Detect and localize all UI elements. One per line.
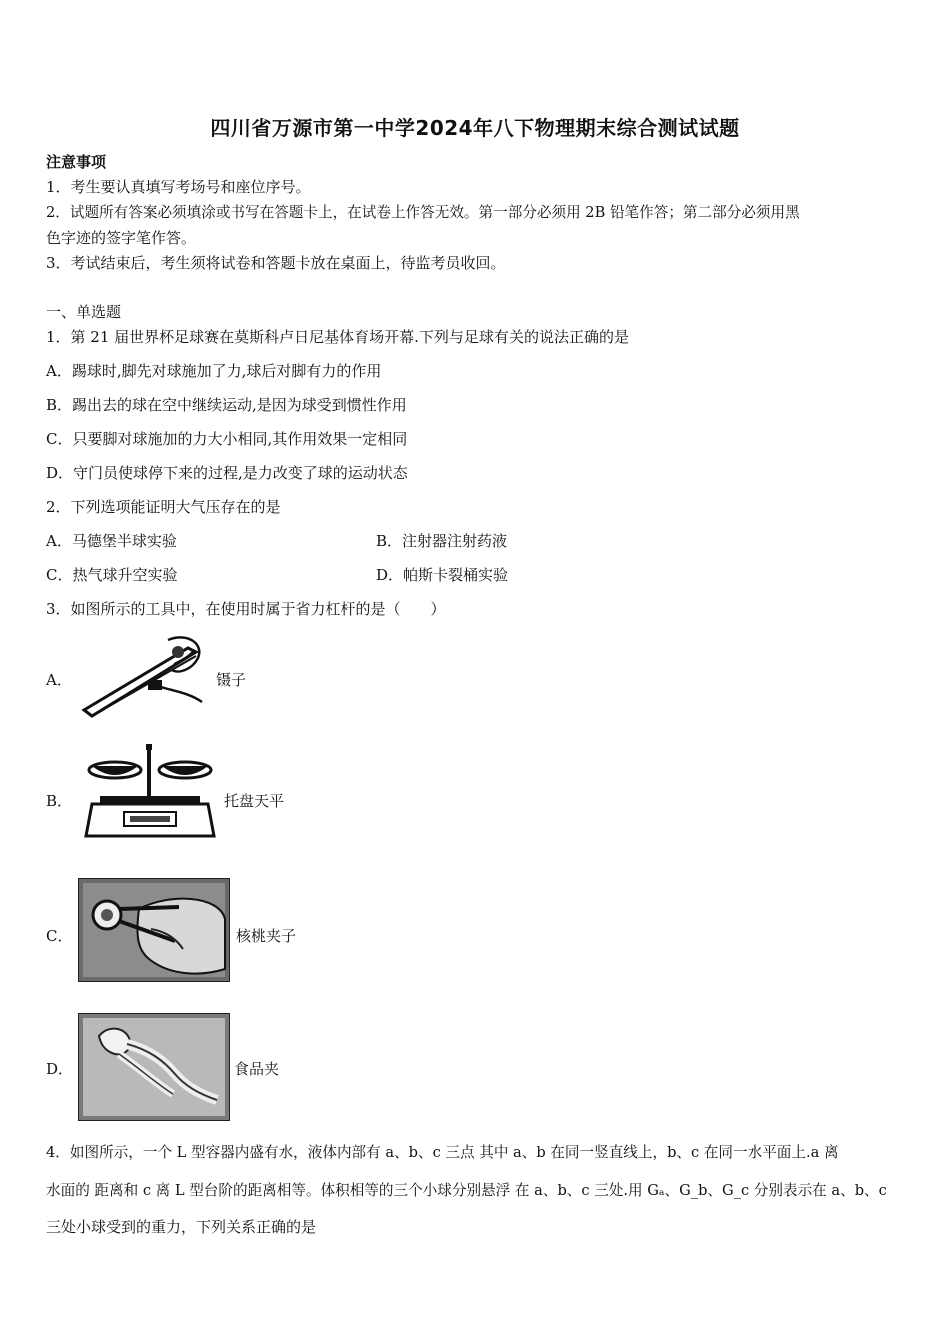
section-heading: 一、单选题 xyxy=(46,303,122,321)
q3-option-c-letter: C． xyxy=(46,927,73,945)
q2-option-d: D．帕斯卡裂桶实验 xyxy=(376,566,509,584)
page-title: 四川省万源市第一中学2024年八下物理期末综合测试试题 xyxy=(210,116,740,140)
q3-option-a-name: 镊子 xyxy=(216,671,247,689)
notice-item: 色字迹的签字笔作答。 xyxy=(46,229,197,247)
notice-heading: 注意事项 xyxy=(46,153,107,171)
q2-option-b: B．注射器注射药液 xyxy=(376,532,508,550)
balance-image xyxy=(80,740,220,840)
question-4-line-1: 4．如图所示，一个 L 型容器内盛有水，液体内部有 a、b、c 三点 其中 a、b 在同一竖直线上，b、c 在同一水平面上.a 离 xyxy=(46,1144,839,1161)
q3-option-b-letter: B． xyxy=(46,792,73,810)
food-tongs-image xyxy=(78,1013,230,1121)
tweezers-image xyxy=(78,630,208,720)
q3-option-b-name: 托盘天平 xyxy=(224,792,285,810)
q3-option-a-letter: A． xyxy=(46,671,72,689)
q1-option-a: A．踢球时,脚先对球施加了力,球后对脚有力的作用 xyxy=(46,362,382,380)
q2-option-a: A．马德堡半球实验 xyxy=(46,532,177,550)
question-3-stem: 3．如图所示的工具中，在使用时属于省力杠杆的是（ ） xyxy=(46,600,446,618)
question-4-line-2: 水面的 距离和 c 离 L 型台阶的距离相等。体积相等的三个小球分别悬浮 在 a、b、c 三处.用 Gₐ、G_b、G_c 分别表示在 a、b、c xyxy=(46,1182,887,1199)
nutcracker-image xyxy=(78,878,230,982)
question-2-stem: 2．下列选项能证明大气压存在的是 xyxy=(46,498,281,516)
q1-option-d: D．守门员使球停下来的过程,是力改变了球的运动状态 xyxy=(46,464,408,482)
q3-option-d-letter: D． xyxy=(46,1060,74,1078)
q2-option-c: C．热气球升空实验 xyxy=(46,566,178,584)
notice-item: 3．考试结束后，考生须将试卷和答题卡放在桌面上，待监考员收回。 xyxy=(46,254,506,272)
question-4-line-3: 三处小球受到的重力，下列关系正确的是 xyxy=(46,1218,317,1236)
notice-item: 2．试题所有答案必须填涂或书写在答题卡上，在试卷上作答无效。第一部分必须用 2B 铅笔作答；第二部分必须用黑 xyxy=(46,204,800,221)
q3-option-d-name: 食品夹 xyxy=(234,1060,280,1078)
q1-option-c: C．只要脚对球施加的力大小相同,其作用效果一定相同 xyxy=(46,430,408,448)
q3-option-c-name: 核桃夹子 xyxy=(236,927,297,945)
question-1-stem: 1．第 21 届世界杯足球赛在莫斯科卢日尼基体育场开幕.下列与足球有关的说法正确的是 xyxy=(46,328,629,346)
q1-option-b: B．踢出去的球在空中继续运动,是因为球受到惯性作用 xyxy=(46,396,407,414)
notice-item: 1．考生要认真填写考场号和座位序号。 xyxy=(46,178,311,196)
